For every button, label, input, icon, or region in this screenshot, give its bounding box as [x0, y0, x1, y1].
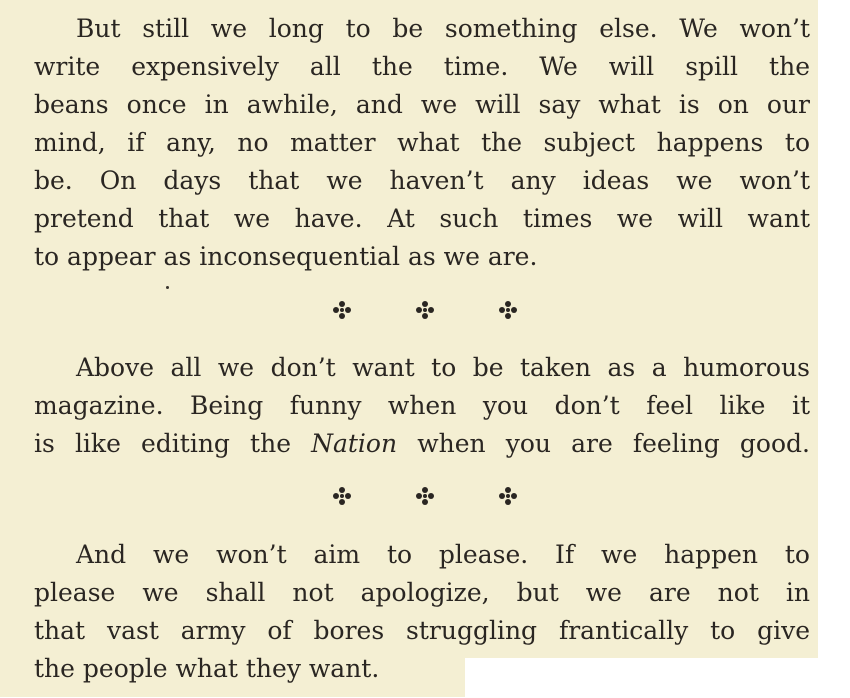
four-lobed-fleuron-icon	[496, 484, 520, 508]
paragraph-1-line-6: pretend that we have. At such times we will want	[34, 204, 810, 233]
four-lobed-fleuron-icon	[413, 484, 437, 508]
four-lobed-fleuron-icon	[330, 298, 354, 322]
four-lobed-fleuron-icon	[330, 484, 354, 508]
paragraph-3-line-1: And we won’t aim to please. If we happen to	[76, 540, 810, 569]
paragraph-2-line-3-before: is like editing the	[34, 429, 312, 458]
paragraph-2-line-3	[34, 429, 810, 459]
paragraph-1-line-1: But still we long to be something else. We won’t	[76, 14, 810, 43]
scan-crop-edge	[465, 658, 825, 698]
paragraph-2-line-3-after: when you are feeling good.	[397, 429, 810, 458]
paragraph-1-line-4: mind, if any, no matter what the subject happens to	[34, 128, 810, 157]
paragraph-1-line-7: to appear as inconsequential as we are.	[34, 242, 538, 271]
paragraph-3-line-3: that vast army of bores struggling frantically to give	[34, 616, 810, 645]
paragraph-3-line-2: please we shall not apologize, but we are not in	[34, 578, 810, 607]
paragraph-3-line-4: the people what they want.	[34, 654, 380, 683]
paragraph-2-line-2: magazine. Being funny when you don’t feel like it	[34, 391, 810, 420]
print-speck	[166, 286, 169, 289]
paragraph-1-line-2: write expensively all the time. We will spill the	[34, 52, 810, 81]
section-separator-2	[330, 484, 520, 508]
section-separator-1	[330, 298, 520, 322]
four-lobed-fleuron-icon	[496, 298, 520, 322]
four-lobed-fleuron-icon	[413, 298, 437, 322]
magazine-title-nation: Nation	[311, 429, 398, 458]
paragraph-2-line-1: Above all we don’t want to be taken as a humorous	[76, 353, 810, 382]
paragraph-1-line-5: be. On days that we haven’t any ideas we won’t	[34, 166, 810, 195]
paragraph-1-line-3: beans once in awhile, and we will say what is on our	[34, 90, 810, 119]
